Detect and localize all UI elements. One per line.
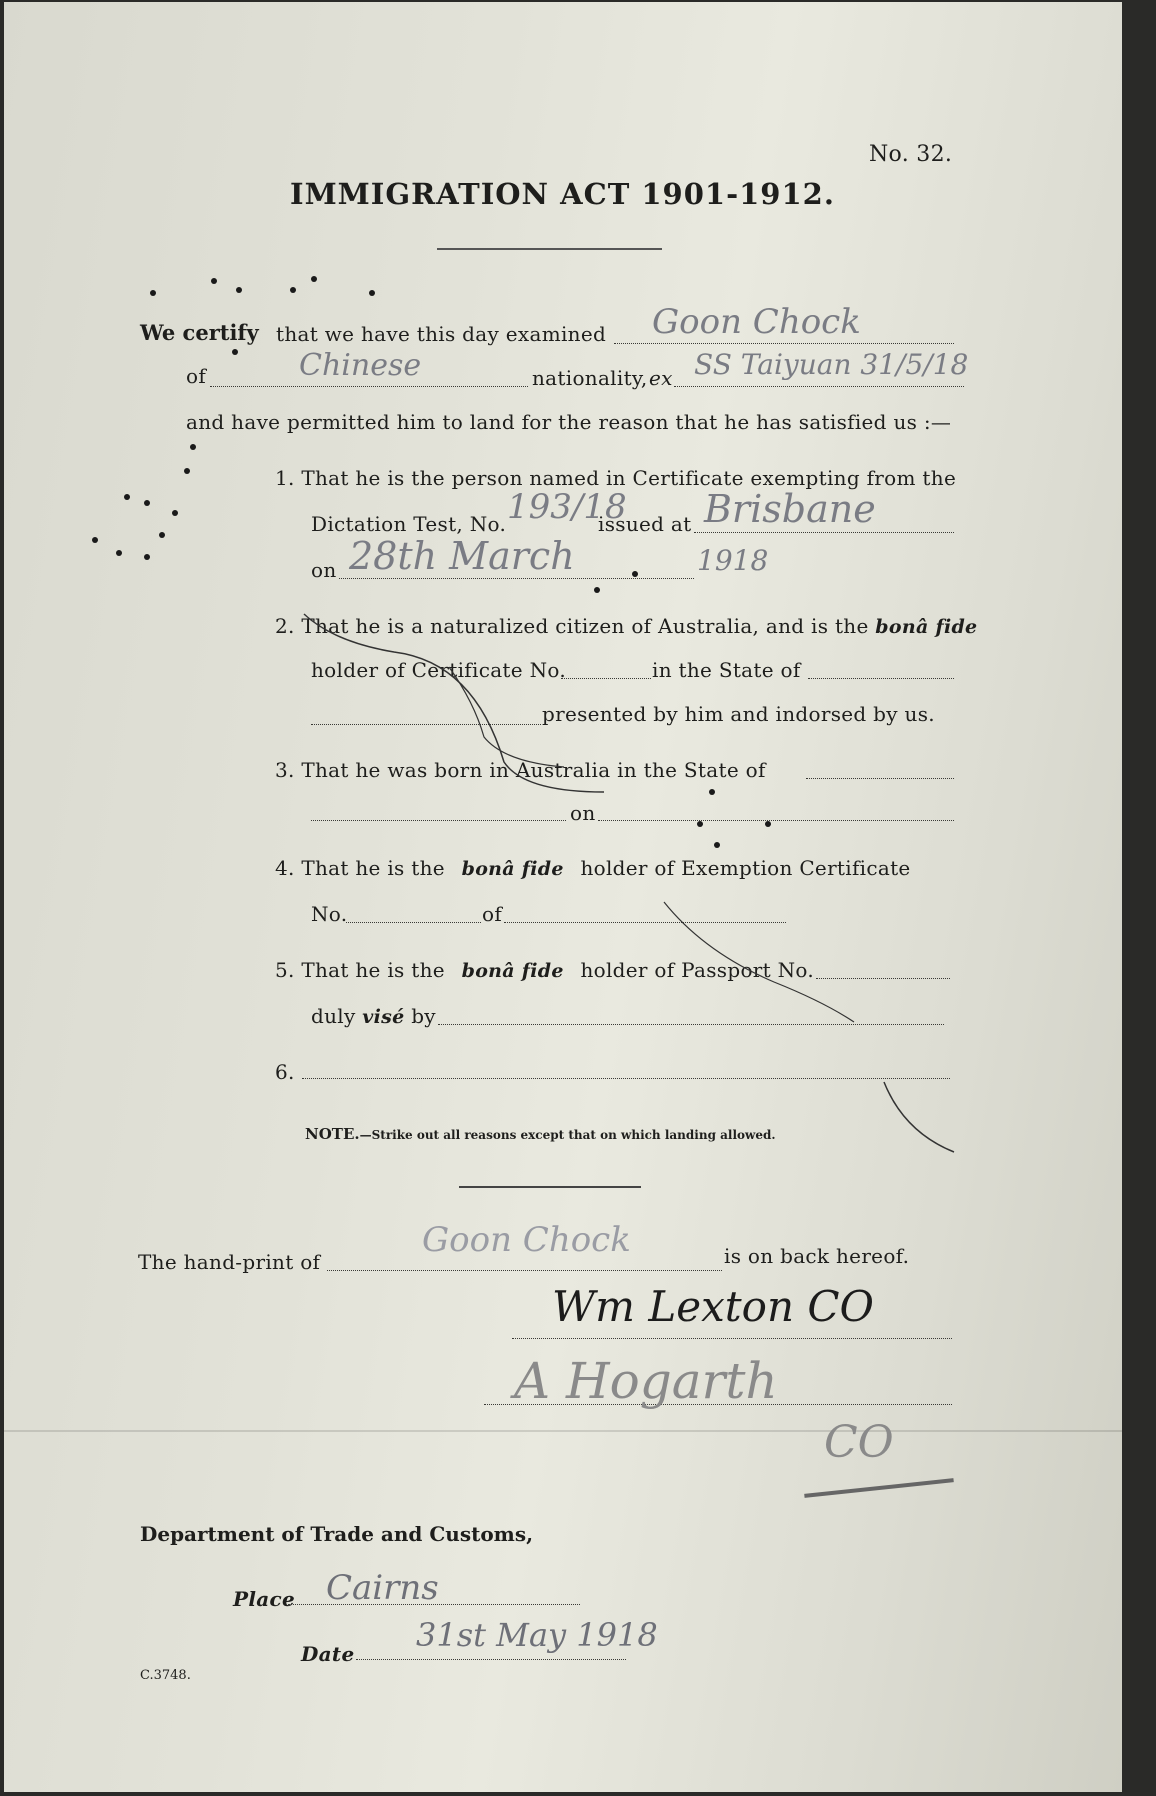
reason-6: 6. bbox=[275, 1060, 295, 1084]
date-label: Date bbox=[301, 1642, 355, 1666]
reason-5-vise: visé bbox=[362, 1006, 405, 1028]
handprint-label: The hand-print of bbox=[138, 1250, 321, 1274]
permitted-text: and have permitted him to land for the reason that he has satisfied us :— bbox=[186, 410, 952, 434]
nationality-handwritten: Chinese bbox=[299, 348, 422, 383]
ex-label: ex bbox=[649, 366, 673, 390]
document-title: IMMIGRATION ACT 1901-1912. bbox=[290, 177, 835, 211]
place-label: Place bbox=[233, 1587, 295, 1611]
reason-4-text-c: holder of Exemption Certificate bbox=[580, 856, 911, 880]
reason-4-bona-fide: bonâ fide bbox=[461, 858, 564, 880]
nationality-label: nationality, bbox=[532, 366, 648, 390]
reason-1-cert-no: 193/18 bbox=[507, 487, 627, 527]
reason-3-line1: 3. That he was born in Australia in the State of bbox=[275, 758, 766, 782]
reason-1-date: 28th March bbox=[349, 534, 575, 578]
reason-1-on: on bbox=[311, 558, 337, 582]
reason-1-year: 1918 bbox=[697, 544, 769, 577]
place-handwritten: Cairns bbox=[326, 1568, 439, 1608]
certify-prefix: We certify bbox=[140, 320, 259, 345]
reason-1-line1: 1. That he is the person named in Certificate exempting from the bbox=[275, 466, 957, 490]
certify-text: that we have this day examined bbox=[276, 322, 607, 346]
reason-5-by: by bbox=[411, 1004, 436, 1028]
of-label: of bbox=[186, 364, 207, 388]
reason-4-of: of bbox=[482, 902, 503, 926]
reason-4-no: No. bbox=[311, 902, 348, 926]
document-number: No. 32. bbox=[869, 142, 953, 167]
signature-1: Wm Lexton CO bbox=[552, 1282, 874, 1331]
handprint-suffix: is on back hereof. bbox=[724, 1244, 910, 1268]
handprint-name: Goon Chock bbox=[422, 1220, 631, 1260]
reason-2-bona-fide: bonâ fide bbox=[875, 616, 978, 638]
signature-2-suffix: CO bbox=[824, 1417, 894, 1468]
reason-2-cert-label: holder of Certificate No. bbox=[311, 658, 567, 682]
reason-1-dictation: Dictation Test, No. bbox=[311, 512, 507, 536]
reason-2-presented: presented by him and indorsed by us. bbox=[542, 702, 935, 726]
note-text: —Strike out all reasons except that on which landing allowed. bbox=[359, 1128, 776, 1142]
reason-2-state-label: in the State of bbox=[652, 658, 801, 682]
signature-2: A Hogarth bbox=[514, 1352, 778, 1410]
date-handwritten: 31st May 1918 bbox=[416, 1616, 658, 1654]
reason-5-text-c: holder of Passport No. bbox=[580, 958, 815, 982]
examined-name: Goon Chock bbox=[652, 302, 861, 342]
form-code: C.3748. bbox=[140, 1668, 191, 1683]
reason-1-place: Brisbane bbox=[704, 487, 876, 531]
reason-2-text: 2. That he is a naturalized citizen of Australia, and is the bbox=[275, 614, 869, 638]
ship-handwritten: SS Taiyuan 31/5/18 bbox=[694, 348, 969, 381]
reason-4-text-a: 4. That he is the bbox=[275, 856, 445, 880]
reason-1-issued-at: issued at bbox=[598, 512, 692, 536]
document-page bbox=[4, 2, 1122, 1792]
pen-strokes bbox=[4, 2, 1122, 1792]
reason-3-on: on bbox=[570, 801, 596, 825]
note-label: NOTE. bbox=[305, 1125, 360, 1143]
reason-5-duly: duly bbox=[311, 1004, 356, 1028]
department: Department of Trade and Customs, bbox=[140, 1522, 534, 1546]
reason-5-bona-fide: bonâ fide bbox=[461, 960, 564, 982]
reason-5-text-a: 5. That he is the bbox=[275, 958, 445, 982]
